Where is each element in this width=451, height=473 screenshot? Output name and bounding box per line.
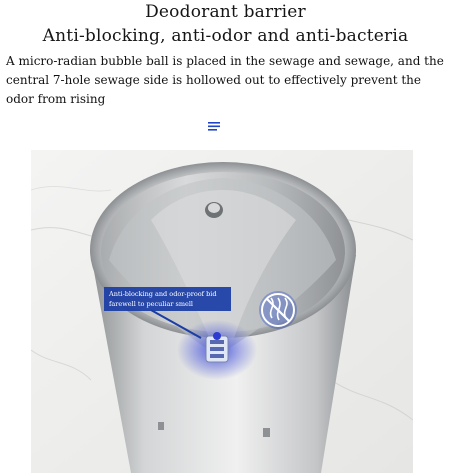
menu-lines-icon xyxy=(208,122,220,131)
product-illustration xyxy=(31,150,413,473)
callout-line-1: Anti-blocking and odor-proof bid xyxy=(109,290,217,298)
no-smell-icon xyxy=(259,291,297,329)
page-title: Deodorant barrier xyxy=(145,2,306,22)
callout-label xyxy=(104,287,231,311)
urinal-product-photo xyxy=(31,150,413,473)
description-text: A micro-radian bubble ball is placed in the sewage and sewage, and the central 7-hole sewage side is hollowed out to effectively prevent the odor from rising xyxy=(6,54,444,106)
drain-filter xyxy=(206,332,228,362)
callout-line-2: farewell to peculiar smell xyxy=(109,300,194,308)
page-subtitle: Anti-blocking, anti-odor and anti-bacteria xyxy=(42,26,409,46)
